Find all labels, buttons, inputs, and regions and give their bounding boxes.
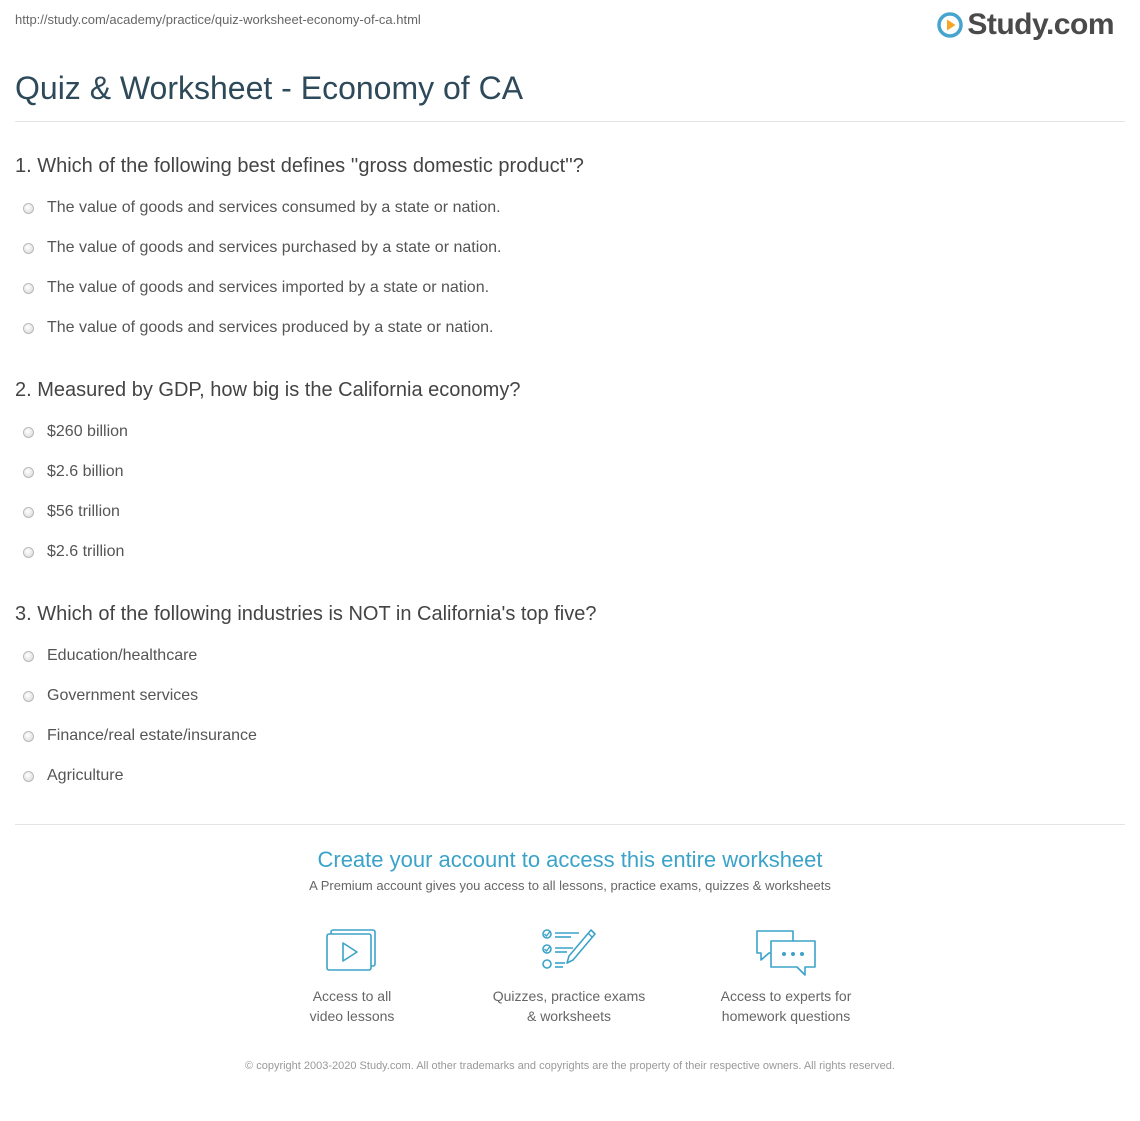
feature-quizzes [469,928,669,1026]
feature-experts [686,928,886,1026]
option-label: The value of goods and services purchased by a state or nation. [47,239,502,256]
option-label: Finance/real estate/insurance [47,727,257,744]
radio-button[interactable] [23,323,34,334]
feature-label: Access to experts for homework questions [720,988,852,1024]
title-divider [15,121,1125,122]
option-label: The value of goods and services consumed by a state or nation. [47,199,501,216]
cta-subtitle: A Premium account gives you access to all lessons, practice exams, quizzes & worksheets [309,878,831,893]
create-account-link[interactable]: Create your account to access this entire worksheet [317,847,823,872]
video-lesson-icon [326,928,378,972]
radio-button[interactable] [23,203,34,214]
radio-button[interactable] [23,651,34,662]
feature-label: Access to all video lessons [309,988,395,1024]
q3-option-3[interactable] [23,727,257,745]
q3-option-2[interactable] [23,687,198,705]
q1-option-3[interactable] [23,279,489,297]
q3-option-4[interactable] [23,767,123,785]
q1-option-1[interactable] [23,199,501,217]
page-title: Quiz & Worksheet - Economy of CA [15,70,524,106]
radio-button[interactable] [23,771,34,782]
logo-text: Study.com [967,8,1114,41]
play-logo-icon [937,12,963,38]
radio-button[interactable] [23,283,34,294]
q2-option-1[interactable] [23,423,128,441]
option-label: The value of goods and services imported by a state or nation. [47,279,490,296]
option-label: Agriculture [47,767,124,784]
page-url: http://study.com/academy/practice/quiz-worksheet-economy-of-ca.html [15,12,421,27]
option-label: $56 trillion [47,503,120,520]
option-label: Government services [47,687,199,704]
q3-option-1[interactable] [23,647,197,665]
question-2: 2. Measured by GDP, how big is the California economy? [15,379,521,401]
study-logo[interactable] [937,8,1114,42]
question-3: 3. Which of the following industries is NOT in California's top five? [15,603,597,625]
radio-button[interactable] [23,427,34,438]
option-label: The value of goods and services produced by a state or nation. [47,319,494,336]
q1-option-4[interactable] [23,319,494,337]
option-label: $2.6 billion [47,463,124,480]
radio-button[interactable] [23,731,34,742]
feature-video-lessons [252,928,452,1026]
q1-option-2[interactable] [23,239,502,257]
question-1: 1. Which of the following best defines ''gross domestic product''? [15,155,584,177]
q2-option-3[interactable] [23,503,120,521]
copyright-notice: © copyright 2003-2020 Study.com. All other trademarks and copyrights are the property of their respective owners. All rights reserved. [245,1060,895,1072]
expert-chat-icon [753,928,819,978]
option-label: $260 billion [47,423,128,440]
option-label: Education/healthcare [47,647,198,664]
radio-button[interactable] [23,467,34,478]
quiz-checklist-icon [541,928,597,972]
radio-button[interactable] [23,243,34,254]
radio-button[interactable] [23,507,34,518]
feature-label: Quizzes, practice exams & worksheets [492,988,646,1024]
option-label: $2.6 trillion [47,543,125,560]
cta-divider [15,824,1125,825]
radio-button[interactable] [23,691,34,702]
radio-button[interactable] [23,547,34,558]
q2-option-4[interactable] [23,543,124,561]
q2-option-2[interactable] [23,463,124,481]
